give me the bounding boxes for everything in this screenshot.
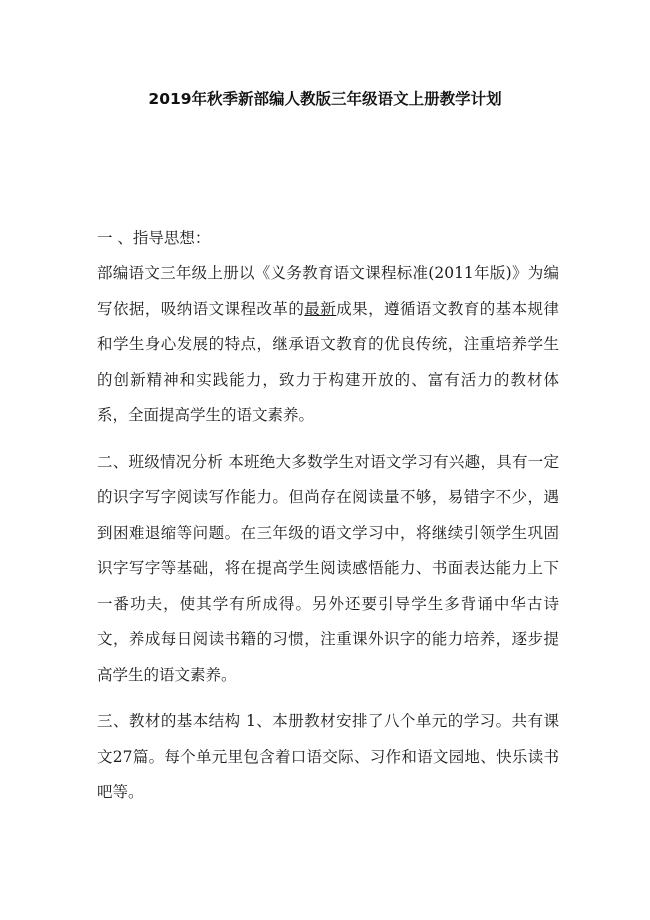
paragraph-text: 部编语文三年级上册以《义务教育语文课程标准(2011年版)》为编写依据，吸纳语文课程改革的 xyxy=(97,264,559,318)
paragraph-text: 成果，遵循语文教育的基本规律和学生身心发展的特点，继承语文教育的优良传统，注重培养学生的创新精神和实践能力，致力于构建开放的、富有活力的教材体系，全面提高学生的语文素养。 xyxy=(97,299,559,424)
paragraph-textbook-structure: 三、教材的基本结构 1、本册教材安排了八个单元的学习。共有课文27篇。每个单元里包含着口语交际、习作和语文园地、快乐读书吧等。 xyxy=(97,712,559,801)
paragraph-class-analysis: 二、班级情况分析 本班绝大多数学生对语文学习有兴趣，具有一定的识字写字阅读写作能力。但尚存在阅读量不够，易错字不少，遇到困难退缩等问题。在三年级的语文学习中，将继续引领学生巩固识字写字等基础，将在提高学生阅读感悟能力、书面表达能力上下一番功夫，使其学有所成得。另外还要引导学生多背诵中华古诗文，养成每日阅读书籍的习惯，注重课外识字的能力培养，逐步提高学生的语文素养。 xyxy=(97,452,559,684)
document-body xyxy=(97,221,559,822)
section-heading-guiding-thought: 一 、指导思想： xyxy=(97,229,211,247)
paragraph-guiding-thought xyxy=(97,256,559,434)
underlined-word: 最新 xyxy=(304,299,337,318)
document-title: 2019年秋季新部编人教版三年级语文上册教学计划 xyxy=(148,90,502,108)
